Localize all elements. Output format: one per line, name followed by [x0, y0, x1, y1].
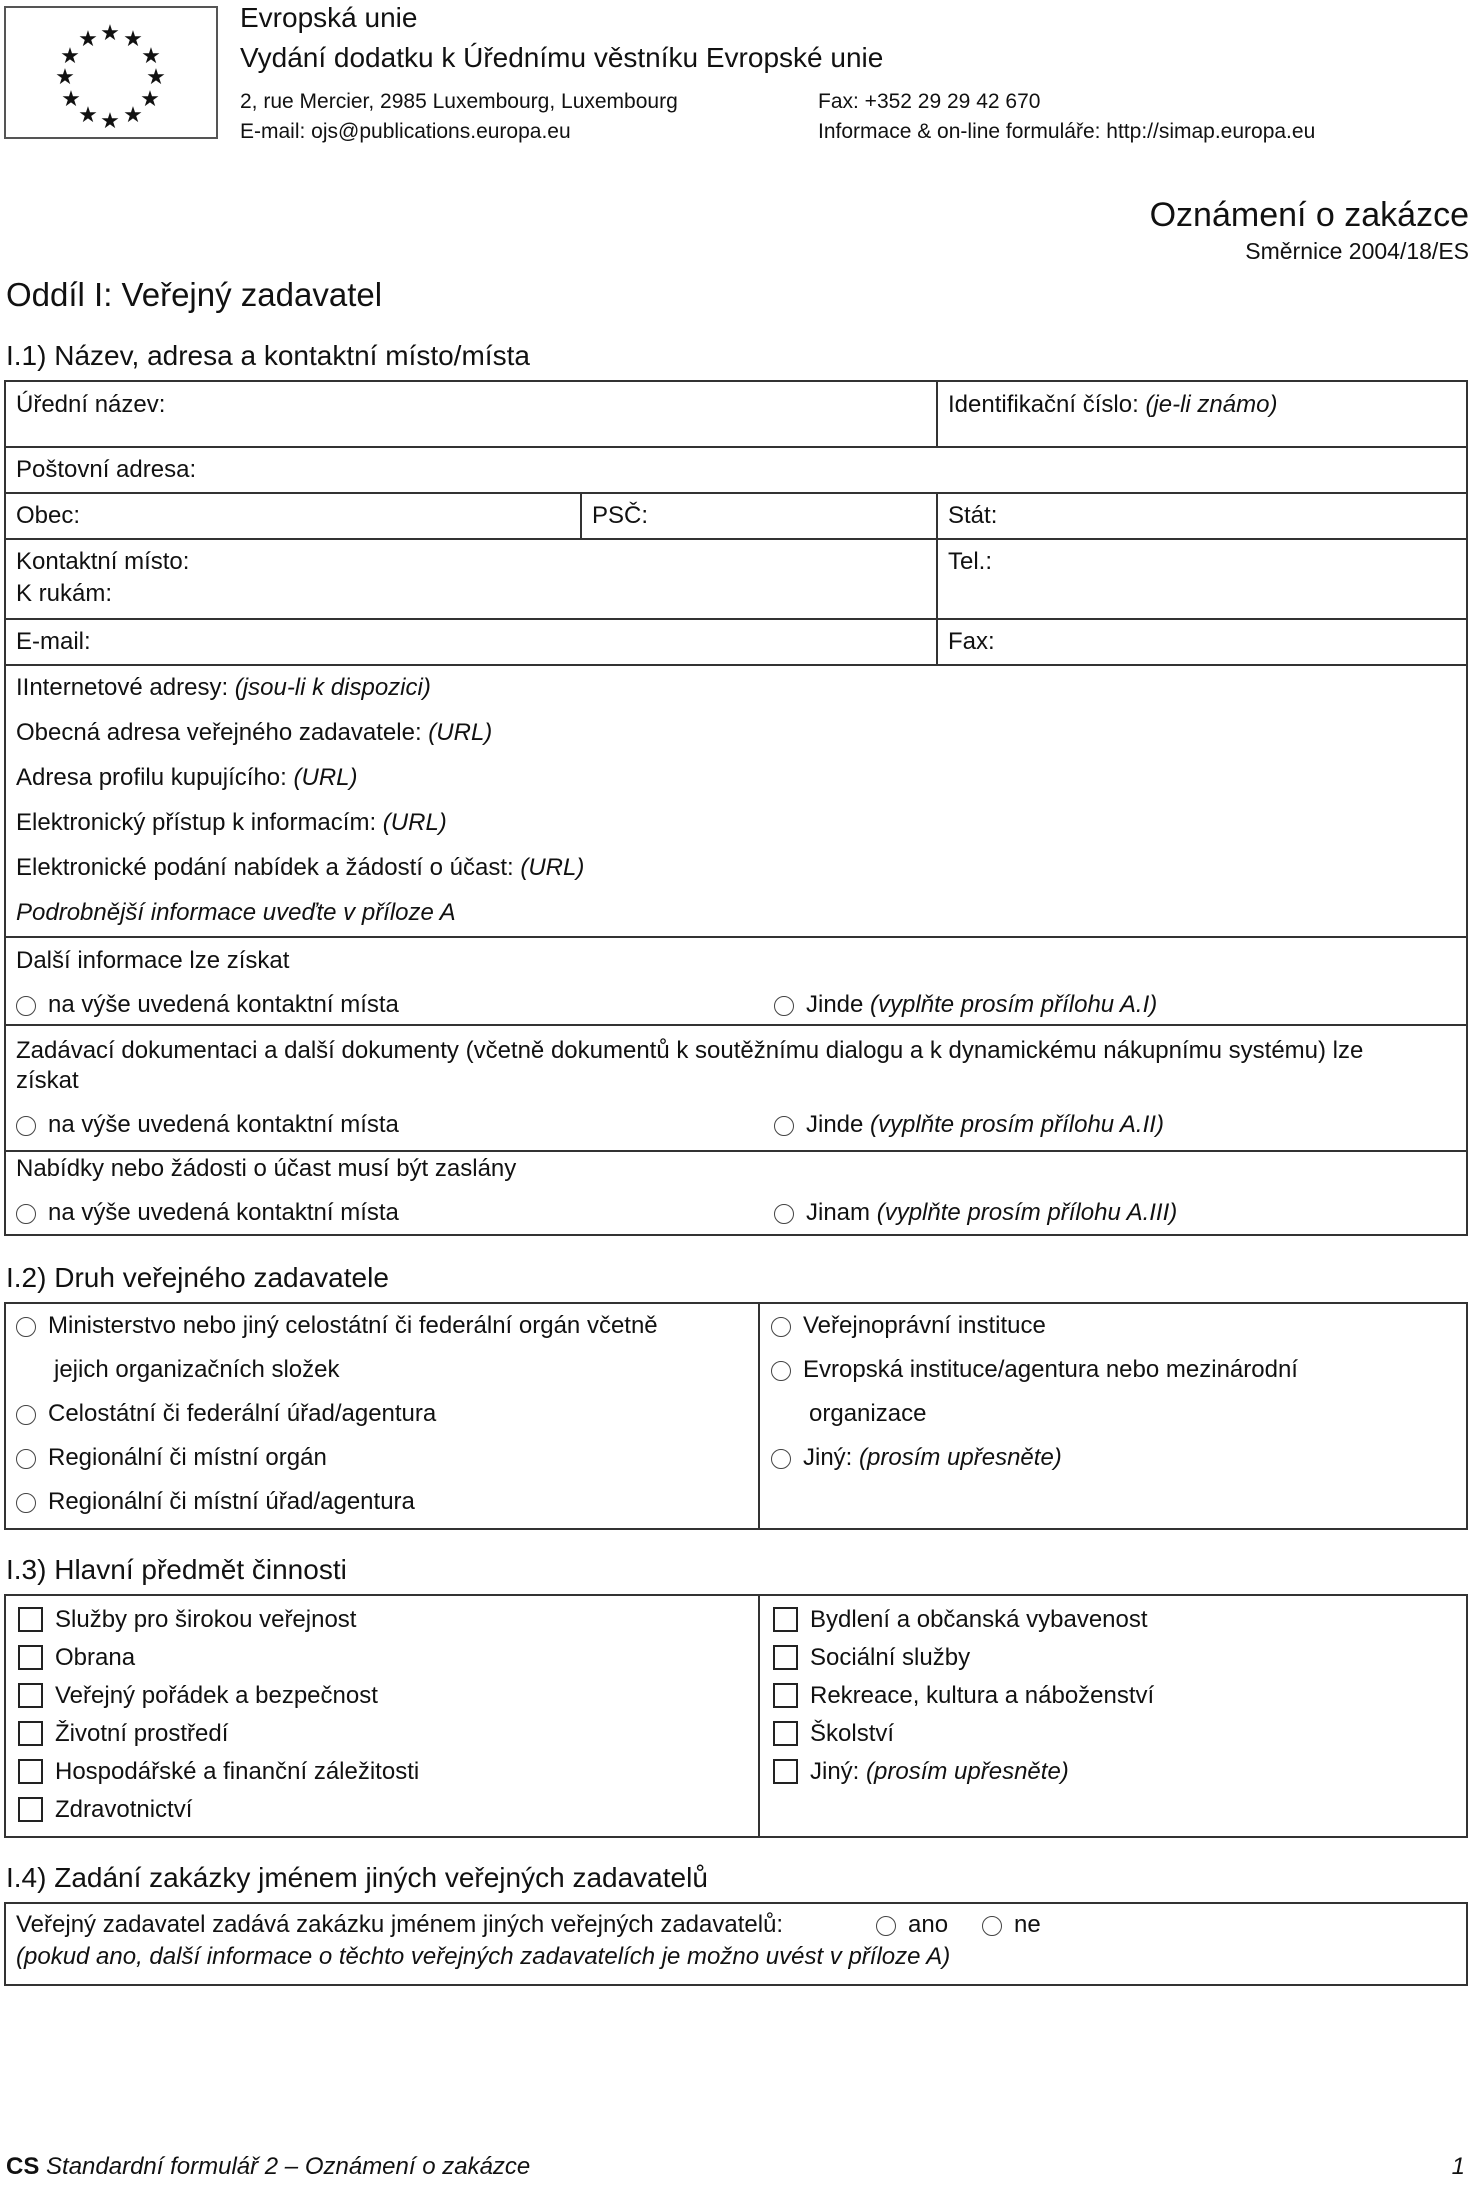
- svg-text:★: ★: [141, 44, 161, 69]
- checkbox-icon[interactable]: [18, 1759, 43, 1784]
- subsection-1-3-heading: I.3) Hlavní předmět činnosti: [6, 1554, 347, 1585]
- tenders-label: Nabídky nebo žádosti o účast musí být zaslány: [16, 1155, 517, 1182]
- activity-recreation-option[interactable]: Rekreace, kultura a náboženství: [773, 1681, 1154, 1711]
- checkbox-icon[interactable]: [18, 1607, 43, 1632]
- radio-icon[interactable]: [771, 1317, 791, 1337]
- radio-icon[interactable]: [16, 1317, 36, 1337]
- authority-public-law-option[interactable]: Veřejnoprávní instituce: [771, 1311, 1046, 1341]
- svg-text:★: ★: [60, 44, 80, 69]
- on-behalf-question: Veřejný zadavatel zadává zakázku jménem jiných veřejných zadavatelů:: [16, 1911, 784, 1938]
- radio-icon[interactable]: [876, 1916, 896, 1936]
- on-behalf-no-option[interactable]: ne: [982, 1910, 1041, 1940]
- annex-a-note: Podrobnější informace uveďte v příloze A: [16, 899, 456, 926]
- town-label: Obec:: [16, 502, 81, 529]
- checkbox-icon[interactable]: [18, 1721, 43, 1746]
- activity-environment-option[interactable]: Životní prostředí: [18, 1719, 228, 1749]
- activity-housing-option[interactable]: Bydlení a občanská vybavenost: [773, 1605, 1148, 1635]
- radio-icon[interactable]: [771, 1361, 791, 1381]
- further-info-elsewhere-option[interactable]: Jinde (vyplňte prosím přílohu A.I): [774, 990, 1157, 1020]
- authority-other-option[interactable]: Jiný: (prosím upřesněte): [771, 1443, 1062, 1473]
- activity-other-option[interactable]: Jiný: (prosím upřesněte): [773, 1757, 1069, 1787]
- internet-addresses-label: IInternetové adresy: (jsou-li k dispozici): [16, 674, 431, 701]
- on-behalf-yes-option[interactable]: ano: [876, 1910, 948, 1940]
- documents-label-cont: získat: [16, 1067, 79, 1094]
- radio-icon[interactable]: [774, 996, 794, 1016]
- authority-eu-institution-option[interactable]: Evropská instituce/agentura nebo mezinárodní: [771, 1355, 1298, 1385]
- buyer-profile-url-label: Adresa profilu kupujícího: (URL): [16, 764, 358, 791]
- documents-label: Zadávací dokumentaci a další dokumenty (včetně dokumentů k soutěžnímu dialogu a k dynamickému nákupnímu systému) lze: [16, 1037, 1364, 1064]
- postcode-label: PSČ:: [592, 502, 649, 529]
- header-address: 2, rue Mercier, 2985 Luxembourg, Luxembourg: [240, 90, 678, 113]
- checkbox-icon[interactable]: [773, 1721, 798, 1746]
- authority-regional-agency-option[interactable]: Regionální či místní úřad/agentura: [16, 1487, 415, 1517]
- radio-icon[interactable]: [982, 1916, 1002, 1936]
- official-name-label: Úřední název:: [16, 391, 166, 418]
- header-email: E-mail: ojs@publications.europa.eu: [240, 120, 571, 143]
- radio-icon[interactable]: [16, 996, 36, 1016]
- checkbox-icon[interactable]: [18, 1683, 43, 1708]
- activity-education-option[interactable]: Školství: [773, 1719, 894, 1749]
- svg-text:★: ★: [78, 103, 98, 128]
- authority-eu-institution-option-cont: organizace: [809, 1400, 927, 1427]
- radio-icon[interactable]: [16, 1405, 36, 1425]
- svg-text:★: ★: [123, 103, 143, 128]
- activity-social-option[interactable]: Sociální služby: [773, 1643, 970, 1673]
- radio-icon[interactable]: [16, 1449, 36, 1469]
- tenders-elsewhere-option[interactable]: Jinam (vyplňte prosím přílohu A.III): [774, 1198, 1177, 1228]
- postal-address-label: Poštovní adresa:: [16, 456, 197, 483]
- radio-icon[interactable]: [774, 1116, 794, 1136]
- header-info: Informace & on-line formuláře: http://simap.europa.eu: [818, 120, 1316, 143]
- svg-text:★: ★: [100, 109, 120, 134]
- subsection-1-1-heading: I.1) Název, adresa a kontaktní místo/místa: [6, 340, 530, 371]
- svg-text:★: ★: [146, 65, 166, 90]
- form-title: Oznámení o zakázce: [1149, 196, 1469, 234]
- radio-icon[interactable]: [16, 1116, 36, 1136]
- authority-national-agency-option[interactable]: Celostátní či federální úřad/agentura: [16, 1399, 436, 1429]
- country-label: Stát:: [948, 502, 998, 529]
- eaccess-url-label: Elektronický přístup k informacím: (URL): [16, 809, 447, 836]
- fax-label: Fax:: [948, 628, 995, 655]
- radio-icon[interactable]: [771, 1449, 791, 1469]
- subsection-1-2-heading: I.2) Druh veřejného zadavatele: [6, 1262, 389, 1293]
- footer-page-number: 1: [1451, 2153, 1465, 2180]
- checkbox-icon[interactable]: [18, 1645, 43, 1670]
- further-info-above-option[interactable]: na výše uvedená kontaktní místa: [16, 990, 399, 1020]
- email-label: E-mail:: [16, 628, 91, 655]
- activity-public-services-option[interactable]: Služby pro širokou veřejnost: [18, 1605, 356, 1635]
- activity-health-option[interactable]: Zdravotnictví: [18, 1795, 192, 1825]
- footer-form-label: CS Standardní formulář 2 – Oznámení o zakázce: [6, 2153, 531, 2180]
- authority-ministry-option-cont: jejich organizačních složek: [54, 1356, 340, 1383]
- activity-economic-option[interactable]: Hospodářské a finanční záležitosti: [18, 1757, 419, 1787]
- form-directive: Směrnice 2004/18/ES: [1245, 238, 1469, 264]
- authority-ministry-option[interactable]: Ministerstvo nebo jiný celostátní či federální orgán včetně: [16, 1311, 658, 1341]
- checkbox-icon[interactable]: [773, 1607, 798, 1632]
- attention-label: K rukám:: [16, 580, 113, 607]
- authority-regional-option[interactable]: Regionální či místní orgán: [16, 1443, 327, 1473]
- activity-defence-option[interactable]: Obrana: [18, 1643, 135, 1673]
- contact-point-label: Kontaktní místo:: [16, 548, 190, 575]
- documents-elsewhere-option[interactable]: Jinde (vyplňte prosím přílohu A.II): [774, 1110, 1164, 1140]
- further-info-label: Další informace lze získat: [16, 947, 290, 974]
- eu-flag-stars-icon: [6, 8, 216, 137]
- svg-text:★: ★: [61, 87, 81, 112]
- checkbox-icon[interactable]: [773, 1759, 798, 1784]
- tenders-above-option[interactable]: na výše uvedená kontaktní místa: [16, 1198, 399, 1228]
- checkbox-icon[interactable]: [773, 1683, 798, 1708]
- header-fax: Fax: +352 29 29 42 670: [818, 90, 1041, 113]
- on-behalf-note: (pokud ano, další informace o těchto veřejných zadavatelích je možno uvést v příloze A): [16, 1943, 951, 1970]
- esubmit-url-label: Elektronické podání nabídek a žádostí o účast: (URL): [16, 854, 585, 881]
- activity-public-order-option[interactable]: Veřejný pořádek a bezpečnost: [18, 1681, 378, 1711]
- id-number-label: Identifikační číslo: (je-li známo): [948, 391, 1278, 418]
- svg-text:★: ★: [100, 21, 120, 46]
- header-org: Evropská unie: [240, 2, 418, 33]
- radio-icon[interactable]: [16, 1204, 36, 1224]
- general-url-label: Obecná adresa veřejného zadavatele: (URL): [16, 719, 493, 746]
- checkbox-icon[interactable]: [773, 1645, 798, 1670]
- subsection-1-4-heading: I.4) Zadání zakázky jménem jiných veřejných zadavatelů: [6, 1862, 708, 1893]
- radio-icon[interactable]: [774, 1204, 794, 1224]
- section-heading: Oddíl I: Veřejný zadavatel: [6, 276, 383, 313]
- header-title: Vydání dodatku k Úřednímu věstníku Evropské unie: [240, 42, 884, 73]
- tel-label: Tel.:: [948, 548, 993, 575]
- radio-icon[interactable]: [16, 1493, 36, 1513]
- checkbox-icon[interactable]: [18, 1797, 43, 1822]
- svg-text:★: ★: [140, 87, 160, 112]
- svg-text:★: ★: [55, 65, 75, 90]
- svg-text:★: ★: [78, 27, 98, 52]
- eu-logo: [4, 6, 218, 139]
- documents-above-option[interactable]: na výše uvedená kontaktní místa: [16, 1110, 399, 1140]
- svg-text:★: ★: [123, 27, 143, 52]
